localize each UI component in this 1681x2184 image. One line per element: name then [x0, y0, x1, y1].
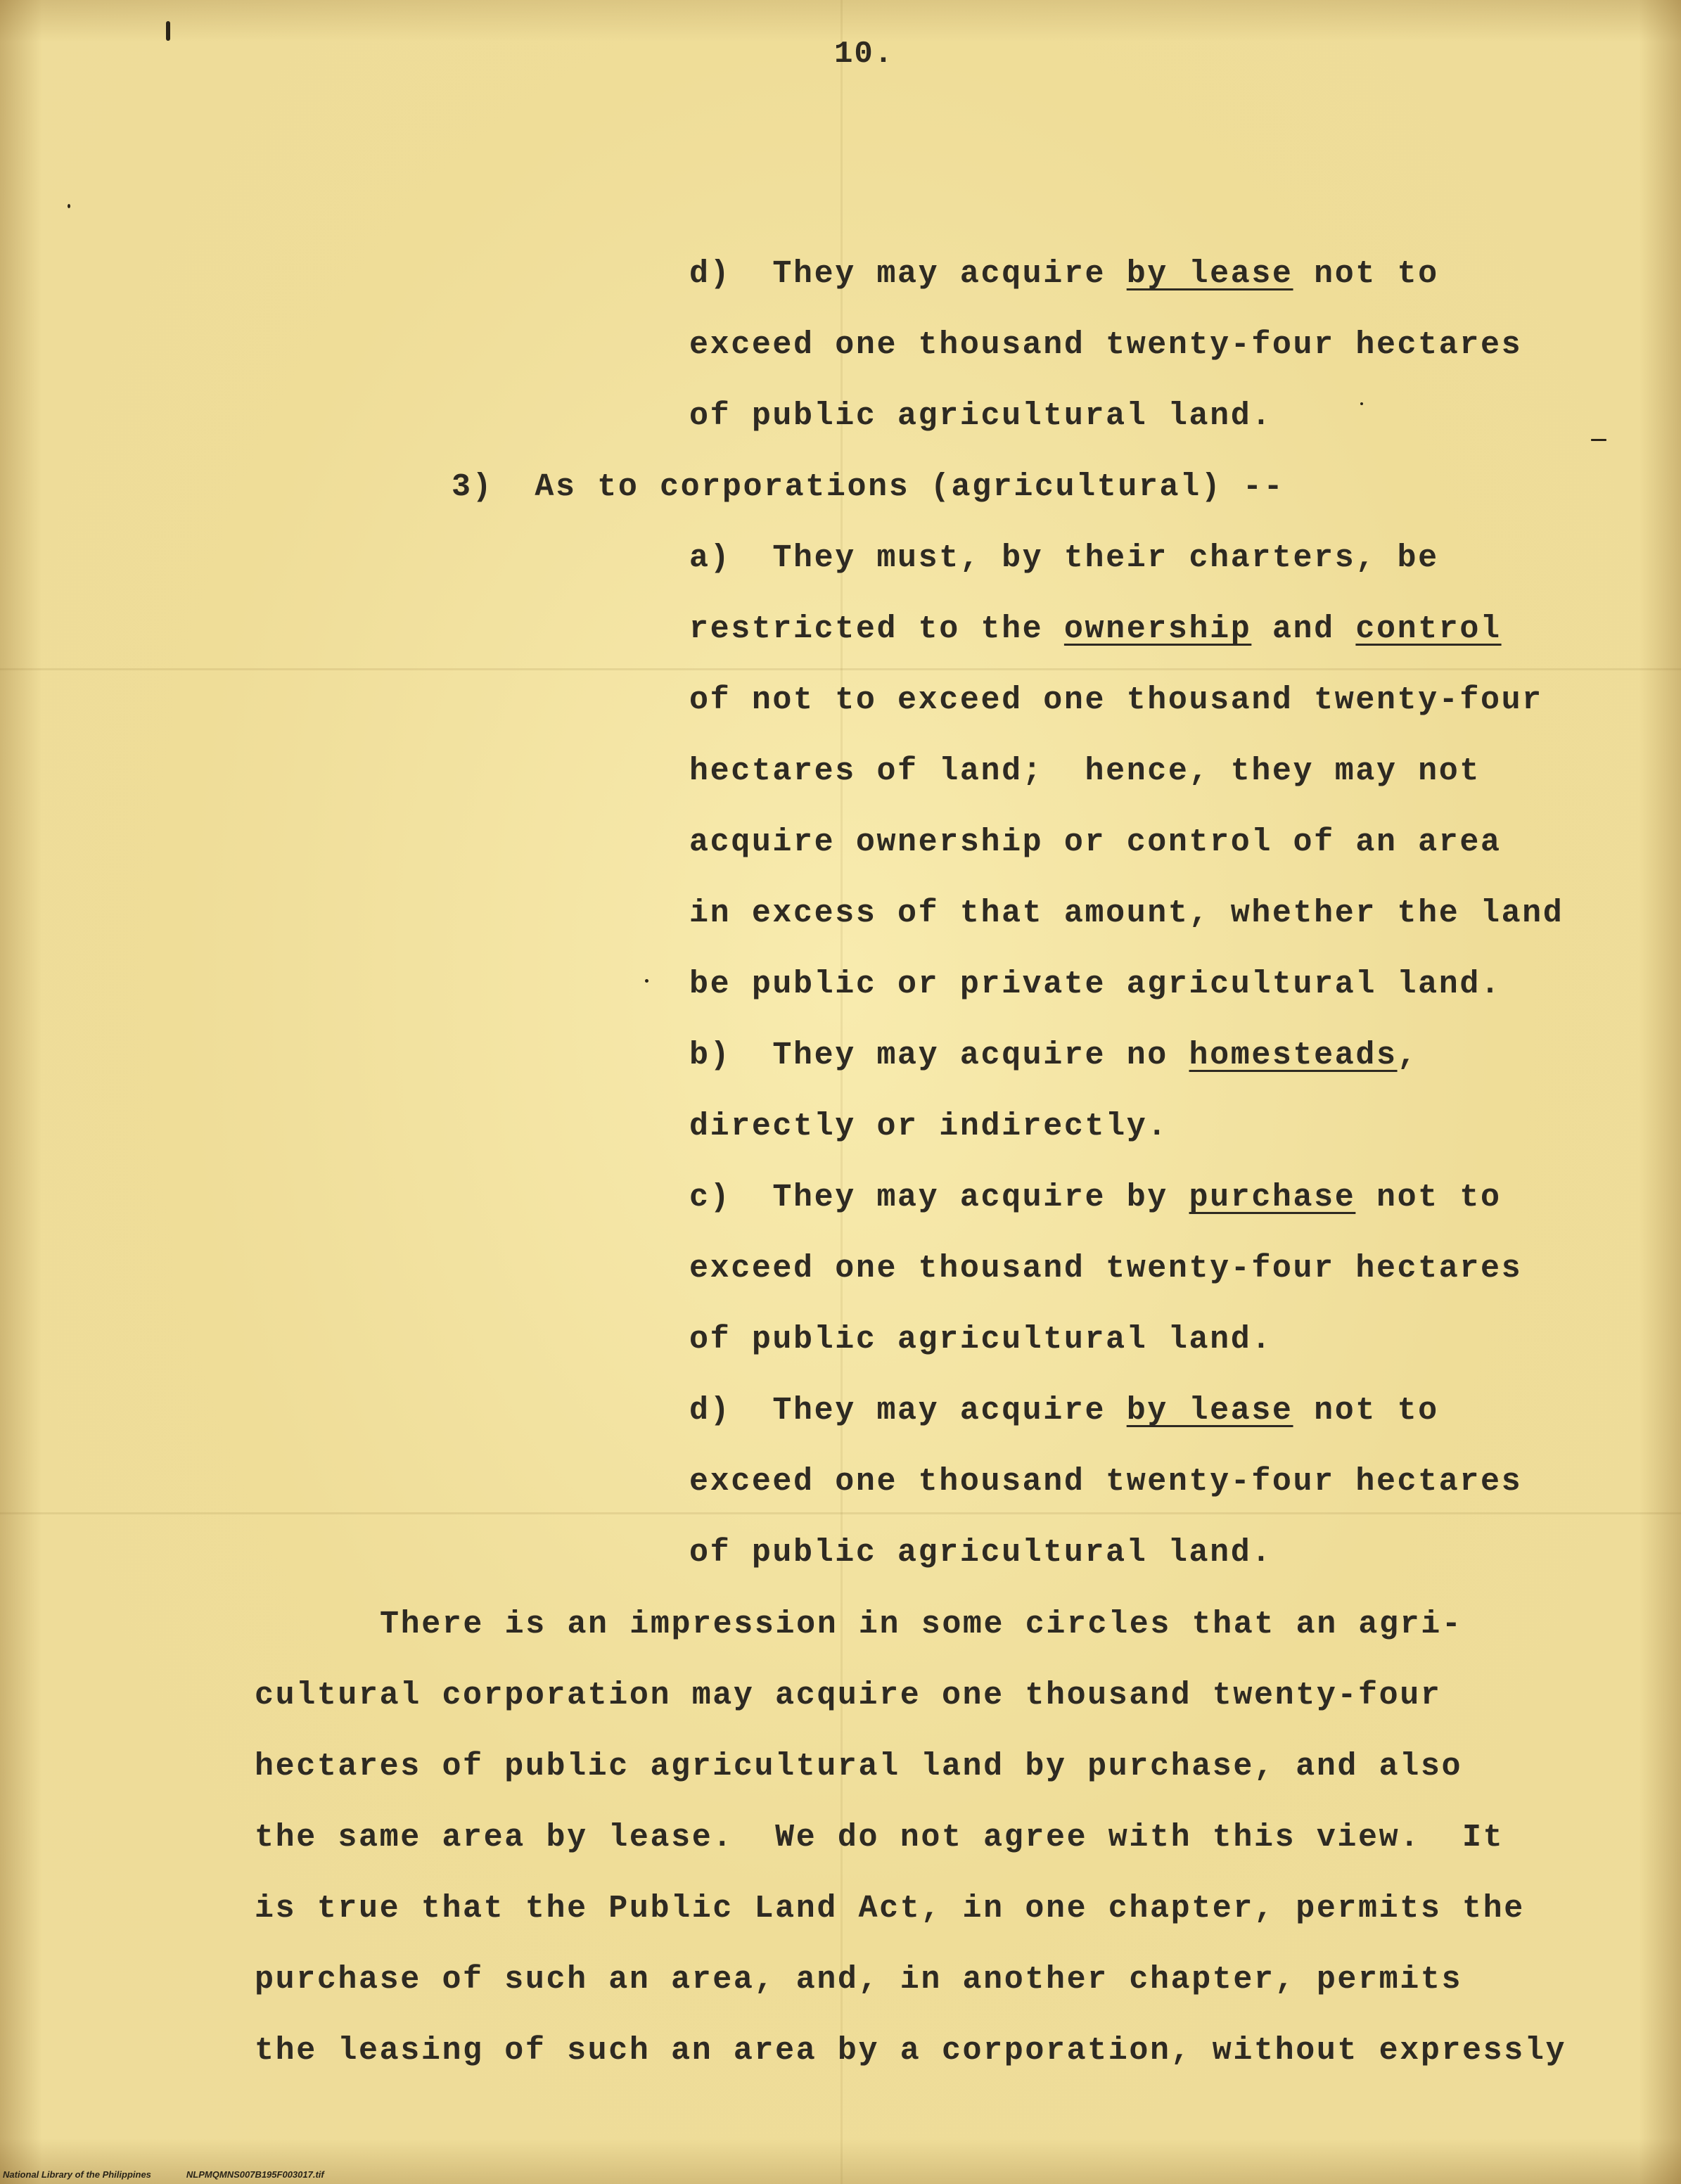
text-line: b) They may acquire no homesteads,	[689, 1037, 1419, 1073]
underlined-term: homesteads	[1189, 1037, 1398, 1073]
underlined-term: by lease	[1126, 1393, 1293, 1429]
ink-mark	[645, 979, 648, 983]
ink-mark	[1360, 402, 1363, 405]
section-heading: 3) As to corporations (agricultural) --	[452, 469, 1285, 505]
text-line: d) They may acquire by lease not to	[689, 256, 1439, 292]
paragraph-line: cultural corporation may acquire one thousand twenty-four	[255, 1678, 1442, 1713]
underlined-term: ownership	[1063, 611, 1252, 647]
text-line: a) They must, by their charters, be	[689, 540, 1439, 576]
text-line: d) They may acquire by lease not to	[689, 1393, 1439, 1429]
text-line: acquire ownership or control of an area	[689, 824, 1502, 860]
underlined-term: control	[1355, 611, 1502, 647]
text-line: of not to exceed one thousand twenty-four	[689, 682, 1543, 718]
page-number: 10.	[834, 37, 895, 72]
text-line: exceed one thousand twenty-four hectares	[689, 327, 1523, 363]
archive-filename: NLPMQMNS007B195F003017.tif	[186, 2169, 324, 2180]
paragraph-line: the same area by lease. We do not agree with this view. It	[255, 1820, 1504, 1856]
text-line: directly or indirectly.	[689, 1109, 1168, 1144]
paragraph-line: There is an impression in some circles that an agri-	[380, 1607, 1463, 1642]
paragraph-line: is true that the Public Land Act, in one chapter, permits the	[255, 1891, 1525, 1927]
underlined-term: by lease	[1126, 256, 1293, 292]
text-line: of public agricultural land.	[689, 1535, 1272, 1571]
ink-mark	[1591, 439, 1606, 441]
paragraph-line: the leasing of such an area by a corporation, without expressly	[255, 2033, 1567, 2069]
text-line: be public or private agricultural land.	[689, 966, 1502, 1002]
text-line: exceed one thousand twenty-four hectares	[689, 1464, 1523, 1500]
text-line: in excess of that amount, whether the land	[689, 895, 1564, 931]
text-line: of public agricultural land.	[689, 398, 1272, 434]
text-line: restricted to the ownership and control	[689, 611, 1502, 647]
text-line: exceed one thousand twenty-four hectares	[689, 1251, 1523, 1286]
ink-mark	[68, 204, 70, 208]
paragraph-line: purchase of such an area, and, in another chapter, permits	[255, 1962, 1463, 1998]
text-line: of public agricultural land.	[689, 1322, 1272, 1358]
archive-library: National Library of the Philippines	[3, 2169, 151, 2180]
underlined-term: purchase	[1189, 1180, 1356, 1215]
text-line: c) They may acquire by purchase not to	[689, 1180, 1502, 1215]
text-line: hectares of land; hence, they may not	[689, 753, 1481, 789]
paragraph-line: hectares of public agricultural land by purchase, and also	[255, 1749, 1463, 1784]
ink-mark	[166, 21, 170, 41]
archive-footer	[3, 2169, 324, 2180]
